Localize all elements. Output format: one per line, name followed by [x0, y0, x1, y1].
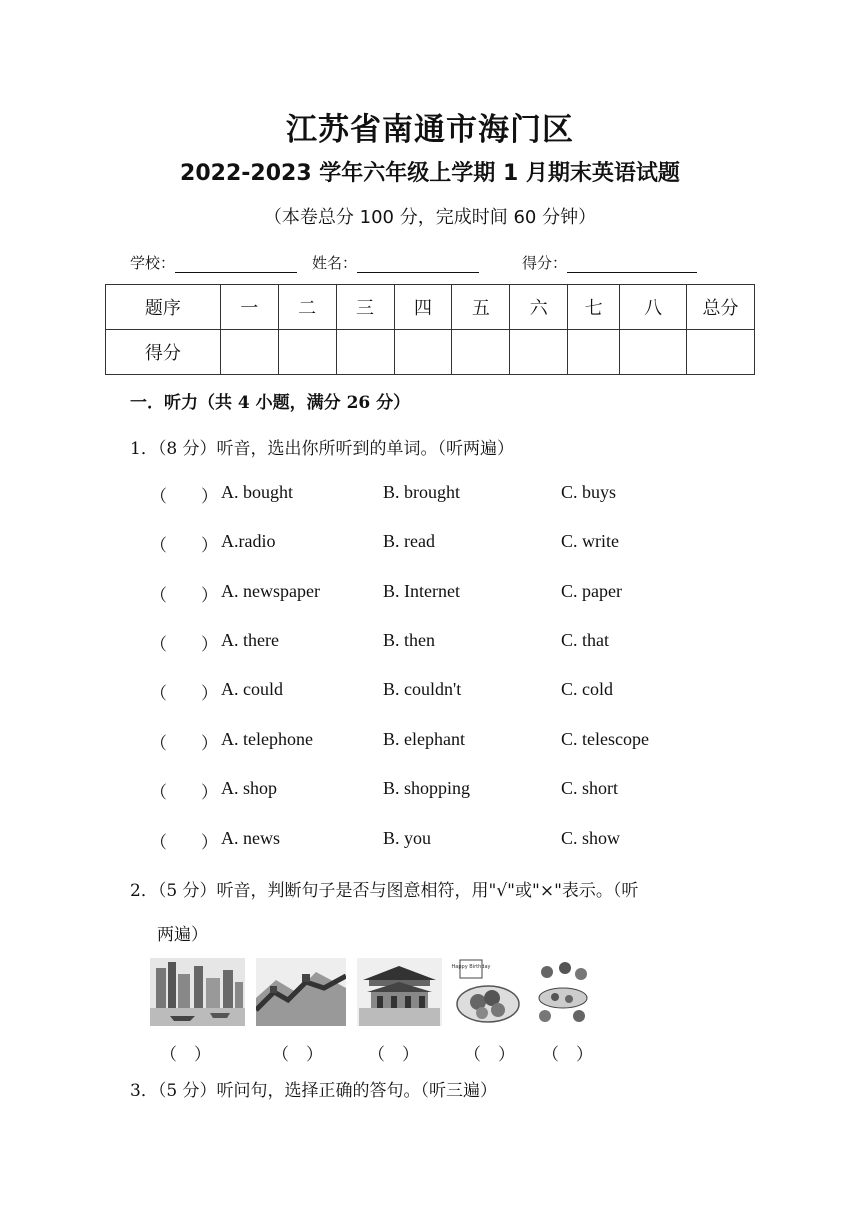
score-blank[interactable]	[567, 255, 697, 273]
score-table	[105, 284, 755, 375]
option-c: C. cold	[561, 679, 613, 699]
question-2-prompt: 2．（5 分）听音，判断句子是否与图意相符，用"√"或"×"表示。（听	[130, 881, 639, 901]
answer-paren[interactable]: （ ）	[150, 783, 218, 803]
table-cell: 得分	[106, 330, 221, 375]
question-1-prompt: 1．（8 分）听音，选出你所听到的单词。（听两遍）	[130, 439, 515, 459]
answer-paren[interactable]: （ ）	[150, 734, 218, 754]
table-cell: 四	[394, 285, 452, 330]
option-b: B. read	[383, 531, 435, 551]
option-a: A.radio	[221, 531, 276, 551]
option-a: A. shop	[221, 778, 278, 798]
answer-paren[interactable]: （ ）	[150, 586, 218, 606]
picture-answer-paren[interactable]: （ ）	[160, 1045, 211, 1065]
option-a: A. could	[221, 679, 283, 699]
option-c: C. telescope	[561, 729, 649, 749]
option-b: B. brought	[383, 482, 461, 502]
score-input-cell[interactable]	[394, 330, 452, 375]
option-b: B. you	[383, 828, 432, 848]
exam-note: （本卷总分 100 分，完成时间 60 分钟）	[263, 207, 597, 228]
option-a: A. telephone	[221, 729, 313, 749]
name-blank[interactable]	[357, 255, 479, 273]
option-a: A. news	[221, 828, 280, 848]
picture-answer-paren[interactable]: （ ）	[542, 1045, 593, 1065]
option-b: B. Internet	[383, 581, 460, 601]
score-table-header-row	[106, 285, 755, 330]
score-table-score-row	[106, 330, 755, 375]
name-field	[312, 252, 479, 273]
score-input-cell[interactable]	[336, 330, 394, 375]
option-c: C. show	[561, 828, 621, 848]
option-b: B. elephant	[383, 729, 465, 749]
people-eating-picture	[535, 958, 592, 1026]
option-c: C. paper	[561, 581, 622, 601]
birthday-food-picture	[452, 958, 522, 1026]
table-cell: 八	[620, 285, 687, 330]
picture-answer-paren[interactable]: （ ）	[272, 1045, 323, 1065]
table-cell: 三	[336, 285, 394, 330]
score-input-cell[interactable]	[510, 330, 568, 375]
score-input-cell[interactable]	[220, 330, 278, 375]
option-b: B. couldn't	[383, 679, 462, 699]
answer-paren[interactable]: （ ）	[150, 833, 218, 853]
option-b: B. shopping	[383, 778, 471, 798]
table-cell: 题序	[106, 285, 221, 330]
score-input-cell[interactable]	[687, 330, 755, 375]
answer-paren[interactable]: （ ）	[150, 487, 218, 507]
table-cell: 七	[568, 285, 620, 330]
score-label: 得分：	[522, 254, 568, 272]
option-a: A. bought	[221, 482, 293, 502]
table-cell: 总分	[687, 285, 755, 330]
option-c: C. short	[561, 778, 619, 798]
score-input-cell[interactable]	[620, 330, 687, 375]
option-a: A. there	[221, 630, 279, 650]
option-c: C. that	[561, 630, 609, 650]
school-blank[interactable]	[175, 255, 297, 273]
option-c: C. buys	[561, 482, 617, 502]
question-2-prompt-cont: 两遍）	[157, 925, 208, 945]
palace-picture	[357, 958, 442, 1026]
score-input-cell[interactable]	[452, 330, 510, 375]
option-b: B. then	[383, 630, 435, 650]
great-wall-picture	[256, 958, 346, 1026]
answer-paren[interactable]: （ ）	[150, 684, 218, 704]
table-cell: 五	[452, 285, 510, 330]
page-title: 江苏省南通市海门区	[286, 112, 574, 148]
table-cell: 六	[510, 285, 568, 330]
option-c: C. write	[561, 531, 619, 551]
section-title: 一．听力（共 4 小题，满分 26 分）	[130, 393, 411, 413]
score-field	[522, 252, 697, 273]
city-river-picture	[150, 958, 245, 1026]
answer-paren[interactable]: （ ）	[150, 536, 218, 556]
score-input-cell[interactable]	[278, 330, 336, 375]
name-label: 姓名：	[312, 254, 358, 272]
picture-answer-paren[interactable]: （ ）	[464, 1045, 515, 1065]
school-field	[130, 252, 297, 273]
score-input-cell[interactable]	[568, 330, 620, 375]
table-cell: 二	[278, 285, 336, 330]
question-3-prompt: 3．（5 分）听问句，选择正确的答句。（听三遍）	[130, 1081, 498, 1101]
card-text: Happy Birthday	[452, 964, 491, 970]
school-label: 学校：	[130, 254, 176, 272]
option-a: A. newspaper	[221, 581, 320, 601]
picture-answer-paren[interactable]: （ ）	[368, 1045, 419, 1065]
answer-paren[interactable]: （ ）	[150, 635, 218, 655]
table-cell: 一	[220, 285, 278, 330]
exam-subtitle: 2022-2023 学年六年级上学期 1 月期末英语试题	[180, 161, 680, 186]
